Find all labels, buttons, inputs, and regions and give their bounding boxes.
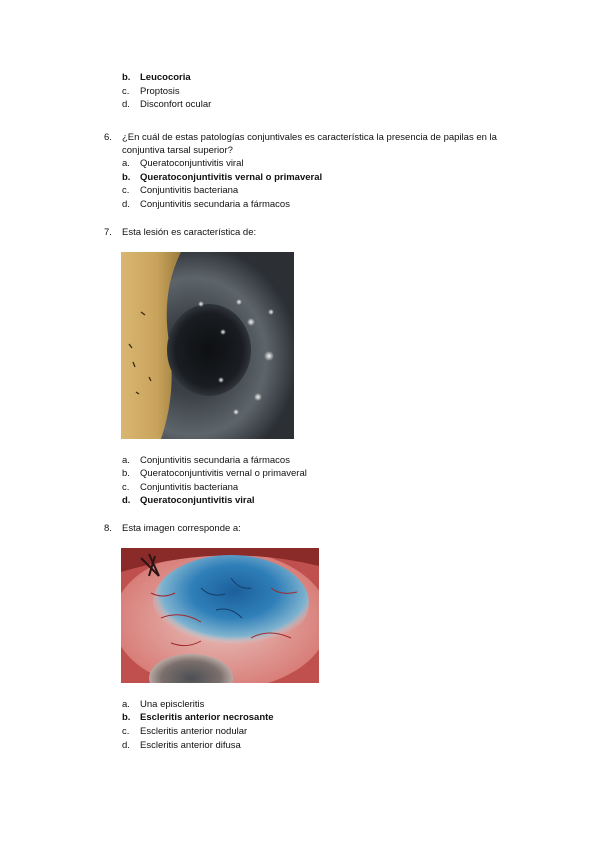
option-text: Escleritis anterior necrosante xyxy=(140,712,274,723)
option-text: Leucocoria xyxy=(140,72,191,83)
question-number: 7. xyxy=(104,227,112,238)
option-text: Queratoconjuntivitis viral xyxy=(140,495,255,506)
option-letter: b. xyxy=(122,72,131,83)
eye-illustration xyxy=(121,252,294,439)
option-letter: d. xyxy=(122,99,130,110)
option-letter: b. xyxy=(122,712,131,723)
option-text: Disconfort ocular xyxy=(140,99,212,110)
option-text: Proptosis xyxy=(140,86,180,97)
question-number: 6. xyxy=(104,132,112,143)
option-text: Conjuntivitis bacteriana xyxy=(140,185,239,196)
option-text: Queratoconjuntivitis vernal o primaveral xyxy=(140,172,323,183)
option-text: Escleritis anterior difusa xyxy=(140,740,241,751)
scleritis-illustration xyxy=(121,548,319,683)
option-text: Conjuntivitis bacteriana xyxy=(140,482,239,493)
option-text: Escleritis anterior nodular xyxy=(140,726,248,737)
question-stem: Esta imagen corresponde a: xyxy=(122,523,241,534)
option-letter: a. xyxy=(122,699,130,710)
option-letter: b. xyxy=(122,172,131,183)
option-letter: c. xyxy=(122,482,130,493)
option-letter: d. xyxy=(122,495,131,506)
option-letter: a. xyxy=(122,455,130,466)
option-letter: c. xyxy=(122,185,130,196)
scleritis-eye-photo xyxy=(121,548,319,683)
question-stem: conjuntiva tarsal superior? xyxy=(122,145,233,156)
option-text: Una episcleritis xyxy=(140,699,205,710)
option-letter: a. xyxy=(122,158,130,169)
option-text: Queratoconjuntivitis vernal o primaveral xyxy=(140,468,307,479)
option-text: Conjuntivitis secundaria a fármacos xyxy=(140,199,290,210)
question-number: 8. xyxy=(104,523,112,534)
question-stem: ¿En cuál de estas patologías conjuntivales es característica la presencia de papilas en la xyxy=(122,132,497,143)
option-letter: c. xyxy=(122,86,130,97)
option-text: Conjuntivitis secundaria a fármacos xyxy=(140,455,290,466)
option-letter: d. xyxy=(122,199,130,210)
keratitis-eye-photo xyxy=(121,252,294,439)
option-letter: d. xyxy=(122,740,130,751)
question-stem: Esta lesión es característica de: xyxy=(122,227,257,238)
option-letter: b. xyxy=(122,468,130,479)
option-letter: c. xyxy=(122,726,130,737)
option-text: Queratoconjuntivitis viral xyxy=(140,158,244,169)
